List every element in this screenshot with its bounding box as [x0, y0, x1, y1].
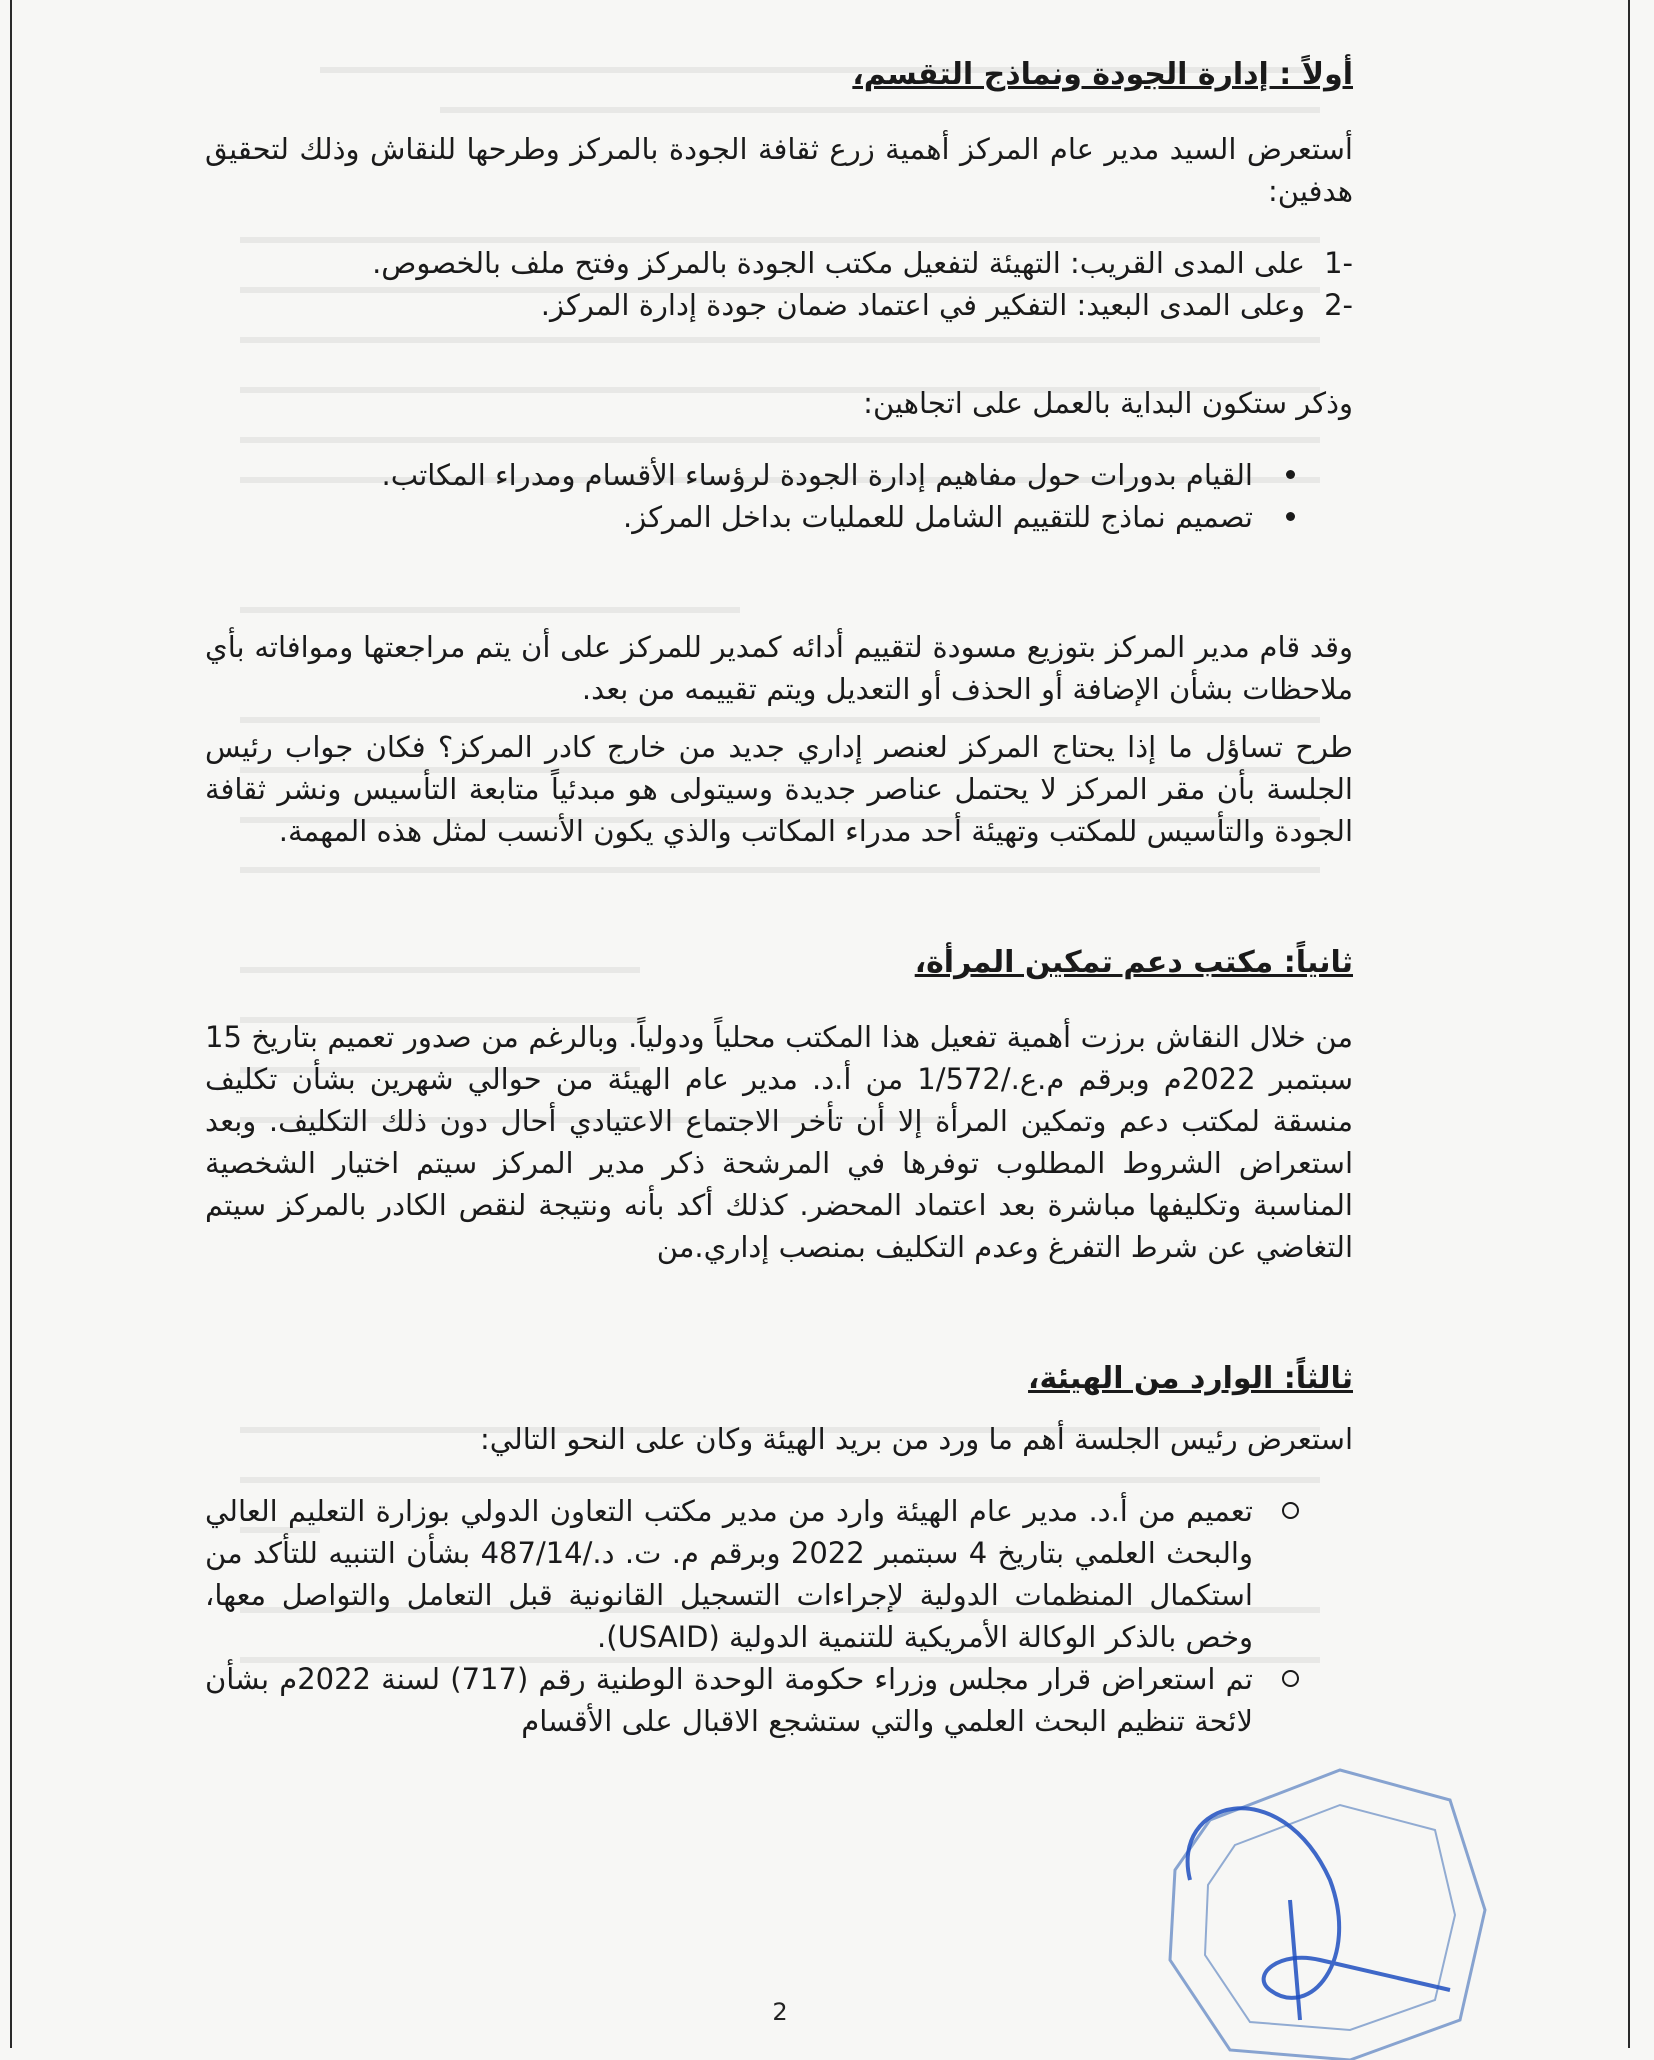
list-item: تعميم من أ.د. مدير عام الهيئة وارد من مدير مكتب التعاون الدولي بوزارة التعليم العالي والبحث العلمي بتاريخ 4 سبتمبر 2022 وبرقم م. ت. د./487/14 بشأن التنبيه للتأكد من استكمال المنظمات الدولية لإجراءات التسجيل القانونية قبل التعامل والتواصل معها، وخص بالذكر الوكالة الأمريكية للتنمية الدولية (USAID).	[205, 1490, 1253, 1658]
women-office-paragraph: من خلال النقاش برزت أهمية تفعيل هذا المكتب محلياً ودولياً. وبالرغم من صدور تعميم بتاريخ 15 سبتمبر 2022م وبرقم م.ع./1/572 من أ.د. مدير عام الهيئة من حوالي شهرين بشأن تكليف منسقة لمكتب دعم وتمكين المرأة إلا أن تأخر الاجتماع الاعتيادي أحال دون ذلك التكليف. وبعد استعراض الشروط المطلوب توفرها في المرشحة ذكر مدير المركز سيتم اختيار الشخصية المناسبة وتكليفها مباشرة بعد اعتماد المحضر. كذلك أكد بأنه ونتيجة لنقص الكادر بالمركز سيتم التغاضي عن شرط التفرغ وعدم التكليف بمنصب إداري.من	[205, 1020, 1353, 1264]
section-heading-quality: أولاً : إدارة الجودة ونماذج التقسم،	[852, 57, 1353, 92]
list-item: تم استعراض قرار مجلس وزراء حكومة الوحدة الوطنية رقم (717) لسنة 2022م بشأن لائحة تنظيم البحث العلمي والتي ستشجع الاقبال على الأقسام	[205, 1658, 1253, 1742]
list-item: تصميم نماذج للتقييم الشامل للعمليات بداخل المركز.	[205, 496, 1253, 538]
staffing-question-paragraph: طرح تساؤل ما إذا يحتاج المركز لعنصر إداري جديد من خارج كادر المركز؟ فكان جواب رئيس الجلسة بأن مقر المركز لا يحتمل عناصر جديدة وسيتولى هو مبدئياً متابعة التأسيس ونشر ثقافة الجودة والتأسيس للمكتب وتهيئة أحد مدراء المكاتب والذي يكون الأنسب لمثل هذه المهمة.	[205, 730, 1353, 848]
list-number: -1	[1324, 246, 1353, 280]
list-item-text: على المدى القريب: التهيئة لتفعيل مكتب الجودة بالمركز وفتح ملف بالخصوص.	[372, 246, 1305, 280]
section-heading-incoming: ثالثاً: الوارد من الهيئة،	[1028, 1361, 1353, 1396]
quality-intro-paragraph: أستعرض السيد مدير عام المركز أهمية زرع ثقافة الجودة بالمركز وطرحها للنقاش وذلك لتحقيق هدفين:	[205, 132, 1353, 208]
list-item-text: وعلى المدى البعيد: التفكير في اعتماد ضمان جودة إدارة المركز.	[540, 288, 1305, 322]
list-item	[205, 284, 1353, 326]
page-border-left	[10, 0, 12, 2048]
document-body	[205, 52, 1353, 1742]
list-item: القيام بدورات حول مفاهيم إدارة الجودة لرؤساء الأقسام ومدراء المكاتب.	[205, 454, 1253, 496]
page-border-right	[1628, 0, 1630, 2048]
page-number: 2	[772, 1998, 788, 2026]
incoming-list	[205, 1490, 1353, 1742]
list-item	[205, 242, 1353, 284]
directions-list	[205, 454, 1353, 538]
official-stamp	[1150, 1760, 1490, 2060]
list-number: -2	[1324, 288, 1353, 322]
goals-list	[205, 242, 1353, 326]
directions-intro: وذكر ستكون البداية بالعمل على اتجاهين:	[863, 386, 1353, 420]
section-heading-women-office: ثانياً: مكتب دعم تمكين المرأة،	[914, 945, 1353, 980]
incoming-intro: استعرض رئيس الجلسة أهم ما ورد من بريد الهيئة وكان على النحو التالي:	[479, 1422, 1353, 1456]
signature-stroke	[1188, 1808, 1450, 1998]
evaluation-paragraph: وقد قام مدير المركز بتوزيع مسودة لتقييم أدائه كمدير للمركز على أن يتم مراجعتها وموافاته بأي ملاحظات بشأن الإضافة أو الحذف أو التعديل ويتم تقييمه من بعد.	[205, 630, 1353, 706]
